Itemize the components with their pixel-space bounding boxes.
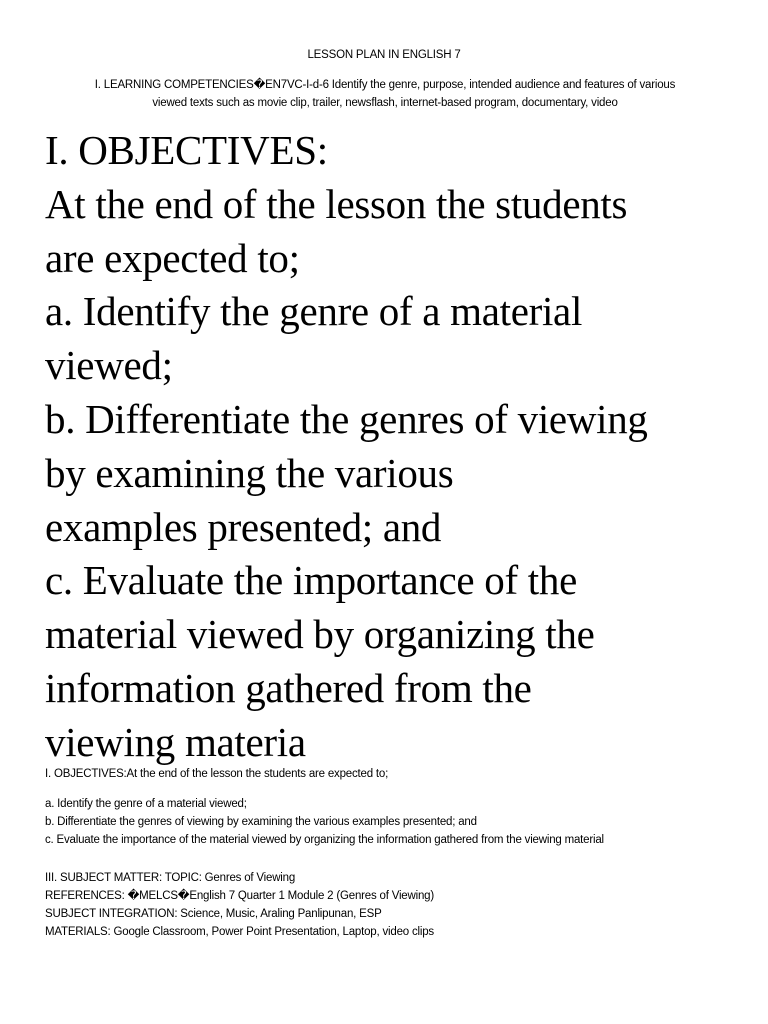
objectives-line: b. Differentiate the genres of viewing: [45, 395, 648, 442]
objectives-line: viewing materia: [45, 718, 306, 765]
references: REFERENCES: �MELCS�English 7 Quarter 1 Module 2 (Genres of Viewing): [45, 890, 434, 902]
objectives-large-text: [45, 124, 745, 770]
objectives-line: c. Evaluate the importance of the: [45, 557, 577, 604]
objectives-line: material viewed by organizing the: [45, 611, 595, 658]
objectives-line: by examining the various: [45, 449, 454, 496]
page-title: LESSON PLAN IN ENGLISH 7: [307, 49, 461, 61]
objectives-line: a. Identify the genre of a material: [45, 288, 583, 335]
competencies-line-1: I. LEARNING COMPETENCIES�EN7VC-I-d-6 Identify the genre, purpose, intended audience and features of various: [94, 79, 676, 91]
objective-b: b. Differentiate the genres of viewing by examining the various examples presented; and: [45, 816, 477, 828]
objective-a: a. Identify the genre of a material viewed;: [45, 798, 247, 810]
objectives-line: information gathered from the: [45, 664, 532, 711]
competencies-line-2: viewed texts such as movie clip, trailer, newsflash, internet-based program, documentary, video: [152, 97, 618, 109]
objective-c: c. Evaluate the importance of the material viewed by organizing the information gathered from the viewing material: [45, 834, 604, 846]
objectives-line: are expected to;: [45, 234, 300, 281]
objectives-line: viewed;: [45, 342, 173, 389]
subject-integration: SUBJECT INTEGRATION: Science, Music, Araling Panlipunan, ESP: [45, 908, 382, 920]
materials: MATERIALS: Google Classroom, Power Point Presentation, Laptop, video clips: [45, 926, 434, 938]
subject-matter-topic: III. SUBJECT MATTER: TOPIC: Genres of Viewing: [45, 872, 296, 884]
learning-competencies: [40, 76, 730, 112]
objectives-line: I. OBJECTIVES:: [45, 127, 328, 173]
lesson-details: [45, 765, 745, 941]
objectives-line: examples presented; and: [45, 503, 442, 550]
objectives-line: At the end of the lesson the students: [45, 180, 628, 227]
objectives-intro: I. OBJECTIVES:At the end of the lesson the students are expected to;: [45, 768, 389, 780]
